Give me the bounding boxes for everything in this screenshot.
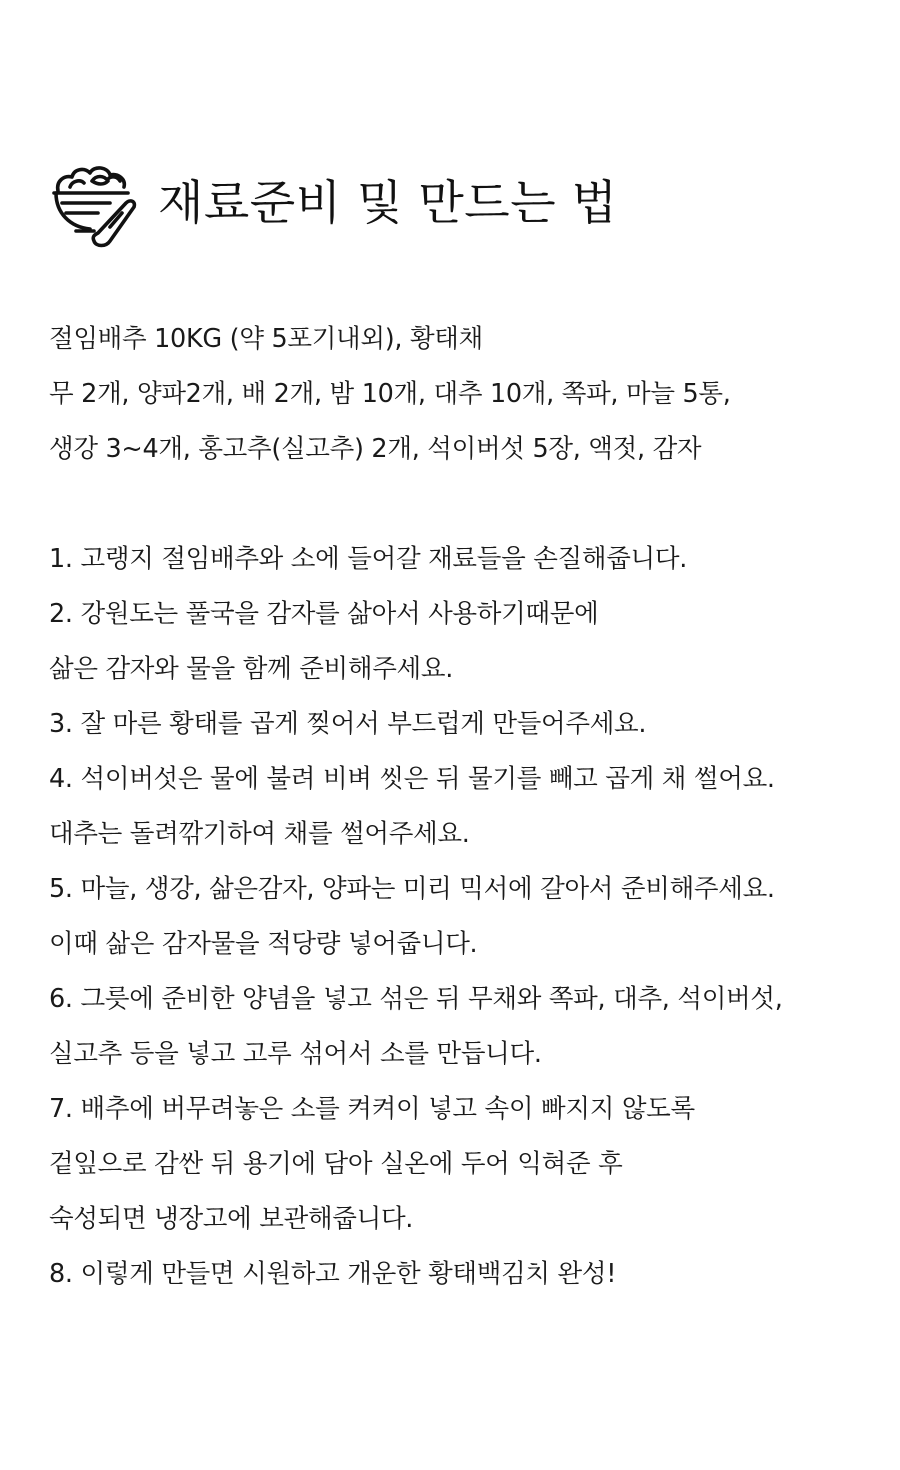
step-line: 8. 이렇게 만들면 시원하고 개운한 황태백김치 완성! [49, 1259, 617, 1289]
ingredient-line: 절임배추 10KG (약 5포기내외), 황태채 [49, 324, 483, 354]
ingredient-line: 무 2개, 양파2개, 배 2개, 밤 10개, 대추 10개, 쪽파, 마늘 5통, [49, 379, 731, 409]
step-line: 실고추 등을 넣고 고루 섞어서 소를 만듭니다. [49, 1039, 542, 1069]
step-line: 이때 삶은 감자물을 적당량 넣어줍니다. [49, 929, 478, 959]
step-line: 2. 강원도는 풀국을 감자를 삶아서 사용하기때문에 [49, 599, 599, 629]
ingredient-line: 생강 3~4개, 홍고추(실고추) 2개, 석이버섯 5장, 액젓, 감자 [49, 434, 702, 464]
step-line: 숙성되면 냉장고에 보관해줍니다. [49, 1204, 414, 1234]
step-line: 대추는 돌려깎기하여 채를 썰어주세요. [49, 819, 470, 849]
step-line: 3. 잘 마른 황태를 곱게 찢어서 부드럽게 만들어주세요. [49, 709, 647, 739]
section-header [48, 158, 617, 248]
step-line: 1. 고랭지 절임배추와 소에 들어갈 재료들을 손질해줍니다. [49, 544, 688, 574]
step-line: 6. 그릇에 준비한 양념을 넣고 섞은 뒤 무채와 쪽파, 대추, 석이버섯, [49, 984, 783, 1014]
recipe-body [49, 312, 869, 1302]
steps-list [49, 532, 869, 1302]
step-line: 삶은 감자와 물을 함께 준비해주세요. [49, 654, 454, 684]
step-line: 겉잎으로 감싼 뒤 용기에 담아 실온에 두어 익혀준 후 [49, 1149, 623, 1179]
step-line: 5. 마늘, 생강, 삶은감자, 양파는 미리 믹서에 갈아서 준비해주세요. [49, 874, 775, 904]
page-title: 재료준비 및 만드는 법 [158, 175, 618, 231]
spacer [49, 477, 869, 532]
step-line: 7. 배추에 버무려놓은 소를 켜켜이 넣고 속이 빠지지 않도록 [49, 1094, 695, 1124]
mixing-bowl-icon [48, 157, 140, 249]
step-line: 4. 석이버섯은 물에 불려 비벼 씻은 뒤 물기를 빼고 곱게 채 썰어요. [49, 764, 775, 794]
ingredients-list [49, 312, 869, 477]
